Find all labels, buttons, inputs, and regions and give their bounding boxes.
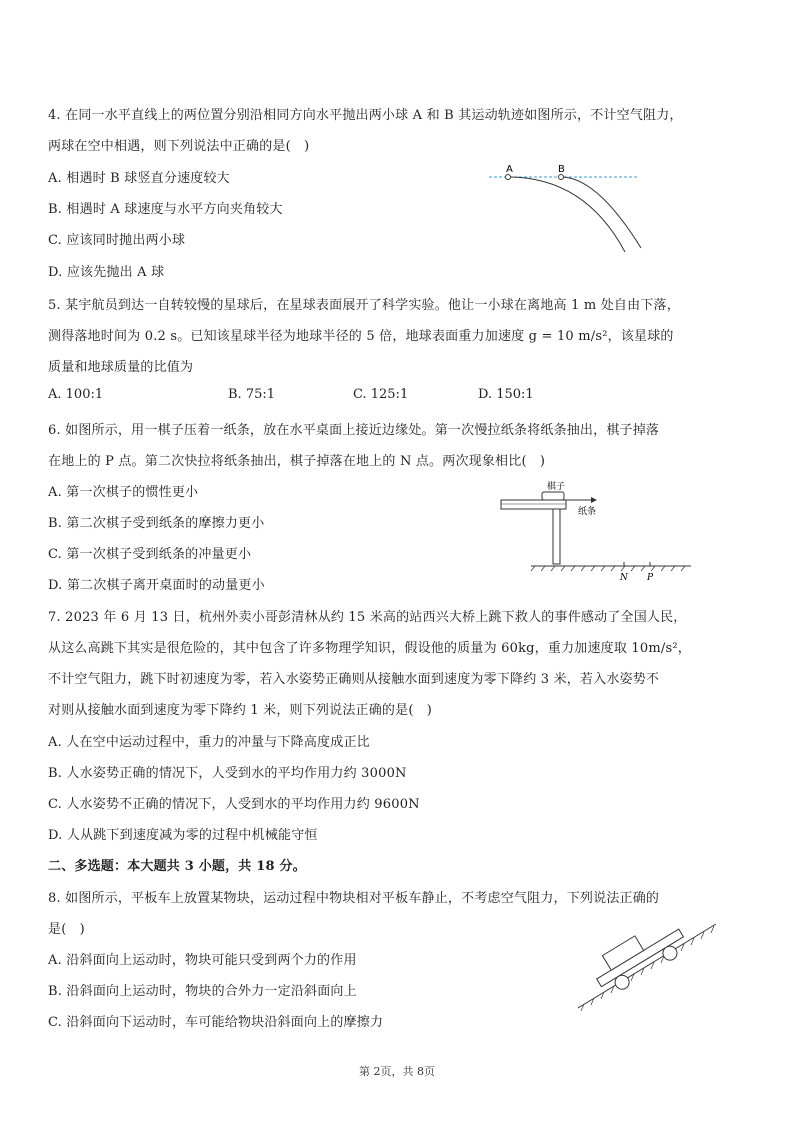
q8-option-a: A. 沿斜面向上运动时，物块可能只受到两个力的作用 (48, 953, 357, 968)
q6-option-b: B. 第二次棋子受到纸条的摩擦力更小 (48, 516, 265, 531)
q5-stem-line2: 测得落地时间为 0.2 s。已知该星球半径为地球半径的 5 倍，地球表面重力加速度 g = 10 m/s²，该星球的 (48, 329, 674, 344)
q6-fig-label-p: P (647, 573, 654, 583)
q7-option-d: D. 人从跳下到速度减为零的过程中机械能守恒 (48, 828, 318, 843)
q4-fig-label-a: A (506, 164, 513, 175)
q4-trajectory-figure (485, 158, 645, 258)
q7-option-a: A. 人在空中运动过程中，重力的冲量与下降高度成正比 (48, 735, 370, 750)
q6-stem-line2: 在地上的 P 点。第二次快拉将纸条抽出，棋子掉落在地上的 N 点。两次现象相比( ) (48, 454, 546, 469)
q4-option-d: D. 应该先抛出 A 球 (48, 265, 165, 280)
q7-stem-line3: 不计空气阻力，跳下时初速度为零，若入水姿势正确则从接触水面到速度为零下降约 3 米，若入水姿势不 (48, 672, 660, 687)
q4-stem-line1: 4. 在同一水平直线上的两位置分别沿相同方向水平抛出两小球 A 和 B 其运动轨迹如图所示，不计空气阻力， (48, 108, 683, 123)
q6-stem-line1: 6. 如图所示，用一棋子压着一纸条，放在水平桌面上接近边缘处。第一次慢拉纸条将纸条抽出，棋子掉落 (48, 423, 660, 438)
q7-option-b: B. 人水姿势正确的情况下，人受到水的平均作用力约 3000N (48, 766, 407, 781)
q7-stem-line4: 对则从接触水面到速度为零下降约 1 米，则下列说法正确的是( ) (48, 703, 433, 718)
q5-option-b: B. 75:1 (228, 387, 276, 402)
q5-stem-line3: 质量和地球质量的比值为 (48, 360, 194, 375)
q7-option-c: C. 人水姿势不正确的情况下，人受到水的平均作用力约 9600N (48, 797, 420, 812)
q8-stem-line2: 是( ) (48, 922, 85, 937)
q5-option-a: A. 100:1 (48, 387, 104, 402)
q4-option-a: A. 相遇时 B 球竖直分速度较大 (48, 171, 230, 186)
q6-option-a: A. 第一次棋子的惯性更小 (48, 485, 199, 500)
q4-option-c: C. 应该同时抛出两小球 (48, 233, 186, 248)
q4-option-b: B. 相遇时 A 球速度与水平方向夹角较大 (48, 202, 283, 217)
q5-option-c: C. 125:1 (353, 387, 409, 402)
q6-fig-label-n: N (620, 573, 628, 583)
q6-option-d: D. 第二次棋子离开桌面时的动量更小 (48, 578, 265, 593)
q8-option-c: C. 沿斜面向下运动时，车可能给物块沿斜面向上的摩擦力 (48, 1015, 384, 1030)
q6-table-figure (495, 480, 695, 585)
q7-stem-line2: 从这么高跳下其实是很危险的，其中包含了许多物理学知识，假设他的质量为 60kg，重力加速度取 10m/s²， (48, 641, 691, 656)
section-heading: 二、多选题：本大题共 3 小题，共 18 分。 (48, 859, 306, 874)
page-footer: 第 2页，共 8页 (359, 1065, 435, 1078)
q6-fig-label-strip: 纸条 (578, 507, 597, 517)
q4-stem-line2: 两球在空中相遇，则下列说法中正确的是( ) (48, 139, 310, 154)
q7-stem-line1: 7. 2023 年 6 月 13 日，杭州外卖小哥彭清林从约 15 米高的站西兴大桥上跳下救人的事件感动了全国人民， (48, 610, 687, 625)
q6-option-c: C. 第一次棋子受到纸条的冲量更小 (48, 547, 252, 562)
q5-stem-line1: 5. 某宇航员到达一自转较慢的星球后，在星球表面展开了科学实验。他让一小球在离地高 1 m 处自由下落， (48, 298, 680, 313)
q6-fig-label-piece: 棋子 (547, 482, 566, 492)
q4-fig-label-b: B (558, 164, 565, 175)
q5-option-d: D. 150:1 (478, 387, 534, 402)
q8-option-b: B. 沿斜面向上运动时，物块的合外力一定沿斜面向上 (48, 984, 357, 999)
q8-incline-cart-figure (570, 912, 720, 1017)
q8-stem-line1: 8. 如图所示，平板车上放置某物块，运动过程中物块相对平板车静止，不考虑空气阻力，下列说法正确的 (48, 891, 660, 906)
